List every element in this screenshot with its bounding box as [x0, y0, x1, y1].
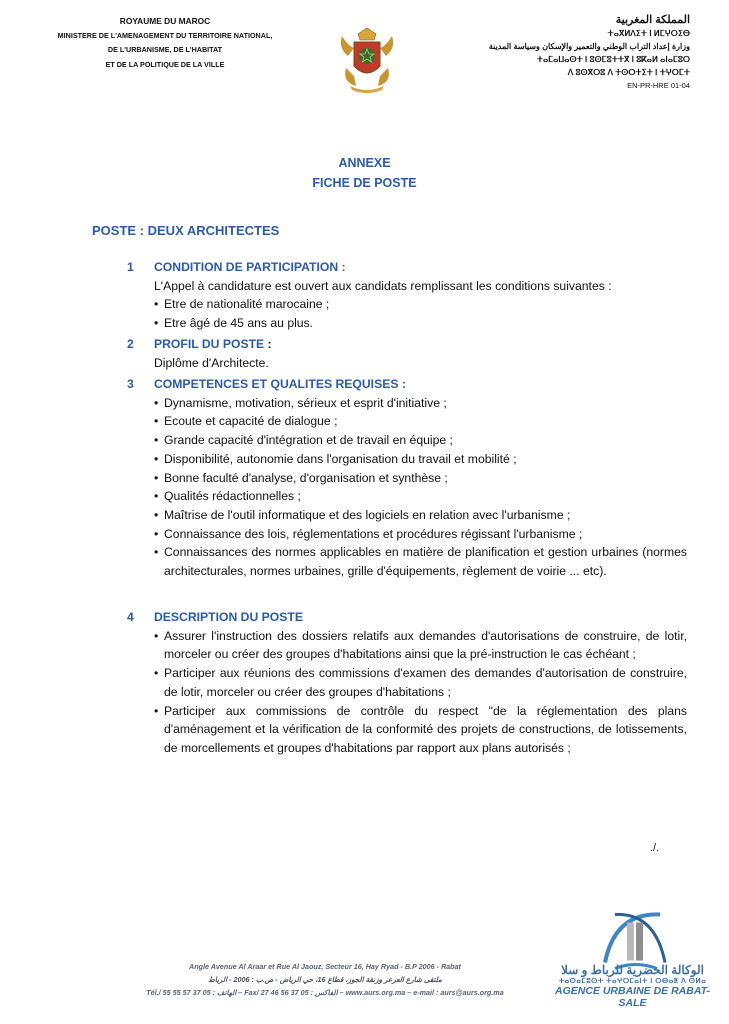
kingdom-label-ar: المملكة المغربية: [615, 14, 690, 26]
list-item: • Qualités rédactionnelles ;: [154, 487, 687, 506]
list-item: • Dynamisme, motivation, sérieux et esprit d'initiative ;: [154, 394, 687, 413]
agency-name-ar: الوكالة الحضرية للرباط و سلا: [561, 963, 704, 977]
section-title: [154, 335, 687, 354]
section-body: Diplôme d'Architecte.: [154, 355, 269, 370]
footer-contact: Tél./ الهاتف : 05 37 57 55 55 – Fax/ الفاكس : 05 37 56 46 27 – www.aurs.org.ma – e-mail : aurs@aurs.org.ma: [146, 988, 504, 997]
list-item: • Assurer l'instruction des dossiers relatifs aux demandes d'autorisations de construire, de lotir, morceler ou créer des groupes d'habitations ainsi que la pré-instruction le cas échéant ;: [154, 627, 687, 664]
section-number: 3: [127, 377, 134, 391]
header-left: [30, 14, 300, 72]
section-title: CONDITION DE PARTICIPATION :: [154, 260, 346, 274]
ministry-line-3: ET DE LA POLITIQUE DE LA VILLE: [105, 59, 225, 69]
section-title: DESCRIPTION DU POSTE: [154, 610, 303, 624]
ministry-line-1: MINISTERE DE L'AMENAGEMENT DU TERRITOIRE NATIONAL,: [57, 30, 273, 40]
section-title-text: PROFIL DU POSTE: [154, 337, 265, 351]
footer-address-fr: Angle Avenue Al Araar et Rue Al Jaouz, Secteur 16, Hay Ryad - B.P 2006 - Rabat: [189, 962, 461, 971]
list-item: • Participer aux réunions des commissions d'examen des demandes d'autorisation de construire, de lotir, morceler ou créer des groupes d'habitations ;: [154, 664, 687, 701]
section-intro: L'Appel à candidature est ouvert aux candidats remplissant les conditions suivantes :: [154, 278, 612, 293]
ministry-label-ar: وزارة إعداد التراب الوطني والتعمير والإسكان وسياسة المدينة: [488, 42, 690, 51]
page-continuation-marker: ./.: [650, 842, 660, 854]
agency-name-fr: AGENCE URBAINE DE RABAT-SALE: [555, 985, 710, 1009]
section-number: 1: [127, 260, 134, 274]
document-reference: EN-PR-HRE 01-04: [627, 81, 690, 90]
list-item: • Connaissances des normes applicables en matière de planification et gestion urbaines (normes architecturales, normes urbaines, grille d'équipements, règlement de voirie ... etc).: [154, 543, 687, 580]
document-titles: [0, 153, 729, 193]
poste-heading: POSTE : DEUX ARCHITECTES: [92, 223, 280, 238]
list-item: • Ecoute et capacité de dialogue ;: [154, 412, 687, 431]
section-3: [127, 375, 687, 581]
list-item: • Etre âgé de 45 ans au plus.: [154, 314, 687, 333]
section-1: [127, 258, 687, 333]
section-title: COMPETENCES ET QUALITES REQUISES :: [154, 377, 406, 391]
kingdom-label: ROYAUME DU MAROC: [119, 16, 211, 26]
list-item: • Maîtrise de l'outil informatique et des logiciels en relation avec l'urbanisme ;: [154, 506, 687, 525]
fiche-title: FICHE DE POSTE: [312, 176, 417, 190]
ministry-line-2: DE L'URBANISME, DE L'HABITAT: [107, 45, 223, 54]
ministry-label-tifinagh-1: ⵜⴰⵎⴰⵡⴰⵙⵜ ⵏ ⵓⵙⵎⵓⵜⵜⴳ ⵏ ⵓⴽⴰⵍ ⴰⵏⴰⵎⵓⵔ: [536, 55, 690, 64]
list-item: • Etre de nationalité marocaine ;: [154, 295, 687, 314]
list-item: • Grande capacité d'intégration et de travail en équipe ;: [154, 431, 687, 450]
footer-address-ar: ملتقى شارع العرعر وزنقة الجوز، قطاع 16، حي الرياض - ص.ب : 2006 - الرباط: [208, 975, 442, 984]
list-item: • Participer aux commissions de contrôle du respect "de la réglementation des plans d'aménagement et la vérification de la conformité des projets de constructions, de lotissements, de morcellements et groupes d'habitations par rapport aux plans autorisés ;: [154, 702, 687, 758]
ministry-label-tifinagh-2: ⴷ ⵓⵙⴳⵔⵓ ⴷ ⵜⵙⵔⵜⵉⵜ ⵏ ⵜⵖⵔⵎⵜ: [567, 68, 690, 77]
agency-logo-text: [555, 963, 710, 1009]
list-item: • Disponibilité, autonomie dans l'organisation du travail et mobilité ;: [154, 450, 687, 469]
agency-name-tifinagh: ⵜⴰⵙⴰⵎⵓⵙⵜ ⵜⴰⵖⵔⵎⴰⵏⵜ ⵏ ⵔⴱⴰⵟ ⴷ ⵙⵍⴰ: [558, 978, 707, 985]
footer: [110, 960, 540, 999]
section-title-colon: :: [264, 337, 272, 351]
kingdom-label-tifinagh: ⵜⴰⴳⵍⴷⵉⵜ ⵏ ⵍⵎⵖⵔⵉⴱ: [607, 29, 690, 38]
section-4: [127, 608, 687, 758]
list-item: • Bonne faculté d'analyse, d'organisation et synthèse ;: [154, 469, 687, 488]
annexe-title: ANNEXE: [338, 156, 391, 170]
coat-of-arms-icon: [336, 26, 398, 96]
section-2: [127, 335, 687, 372]
list-item: • Connaissance des lois, réglementations et procédures régissant l'urbanisme ;: [154, 525, 687, 544]
header-right: [420, 14, 690, 92]
section-number: 4: [127, 610, 134, 624]
section-number: 2: [127, 337, 134, 351]
